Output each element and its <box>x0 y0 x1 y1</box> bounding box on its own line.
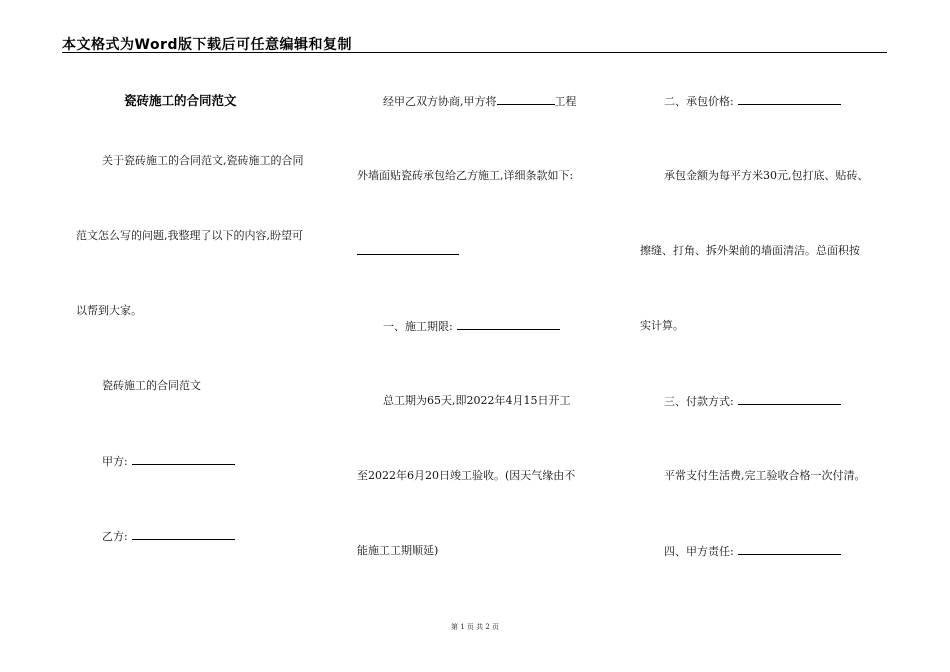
party-a-row <box>102 454 235 469</box>
section-3-row <box>664 394 841 409</box>
section-1-label: 一、施工期限: <box>383 320 453 333</box>
contract-subtitle: 瓷砖施工的合同范文 <box>102 379 201 392</box>
agreement-prefix: 经甲乙双方协商,甲方将 <box>383 95 497 108</box>
party-a-label: 甲方: <box>102 455 128 468</box>
price-line-2: 擦缝、打角、拆外架前的墙面清洁。总面积按 <box>640 244 860 257</box>
party-b-label: 乙方: <box>102 530 128 543</box>
document-title: 瓷砖施工的合同范文 <box>124 93 237 108</box>
party-a-blank[interactable] <box>132 454 235 465</box>
payment-line: 平常支付生活费,完工验收合格一次付清。 <box>664 469 866 482</box>
period-line-2: 至2022年6月20日竣工验收。(因天气缘由不 <box>357 469 576 482</box>
agreement-suffix: 工程 <box>554 95 577 108</box>
section-4-label: 四、甲方责任: <box>664 545 734 558</box>
section-3-label: 三、付款方式: <box>664 395 734 408</box>
intro-line-2: 范文怎么写的问题,我整理了以下的内容,盼望可 <box>76 229 303 242</box>
document-header: 本文格式为Word版下载后可任意编辑和复制 <box>62 37 352 53</box>
column-middle <box>355 0 620 672</box>
price-line-1: 承包金额为每平方米30元,包打底、贴砖、 <box>664 169 869 182</box>
agreement-line-3 <box>357 244 459 259</box>
period-line-3: 能施工工期顺延) <box>357 544 439 557</box>
period-blank[interactable] <box>457 319 560 330</box>
payment-blank[interactable] <box>738 394 841 405</box>
page-number: 第 1 页 共 2 页 <box>450 623 500 631</box>
intro-line-1: 关于瓷砖施工的合同范文,瓷砖施工的合同 <box>102 154 304 167</box>
agreement-line-1 <box>383 94 577 109</box>
column-left <box>62 0 332 672</box>
agreement-blank[interactable] <box>357 244 459 255</box>
section-1-row <box>383 319 560 334</box>
party-b-row <box>102 529 235 544</box>
price-blank[interactable] <box>738 94 841 105</box>
intro-line-3: 以帮到大家。 <box>76 304 142 317</box>
period-line-1: 总工期为65天,即2022年4月15日开工 <box>383 394 571 407</box>
agreement-line-2: 外墙面贴瓷砖承包给乙方施工,详细条款如下: <box>357 169 574 182</box>
section-2-row <box>664 94 841 109</box>
column-right <box>640 0 900 672</box>
section-2-label: 二、承包价格: <box>664 95 734 108</box>
project-name-blank[interactable] <box>497 94 555 105</box>
price-line-3: 实计算。 <box>640 319 684 332</box>
party-a-duty-blank[interactable] <box>738 544 841 555</box>
party-b-blank[interactable] <box>132 529 235 540</box>
section-4-row <box>664 544 841 559</box>
